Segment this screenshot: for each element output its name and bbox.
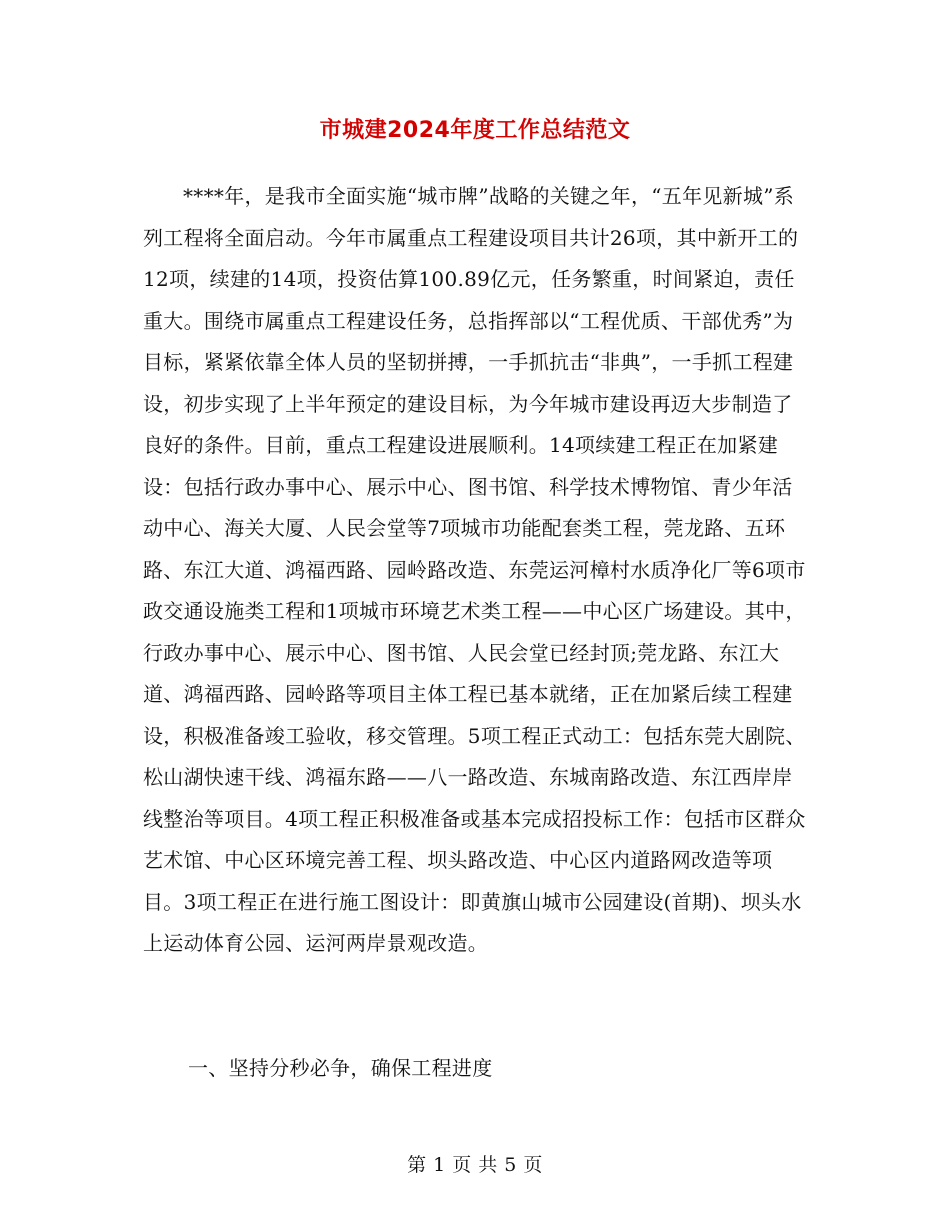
document-title: 市城建2024年度工作总结范文: [319, 118, 631, 143]
section-heading: 一、坚持分秒必争，确保工程进度: [188, 1056, 493, 1080]
body-paragraph: ****年，是我市全面实施“城市牌”战略的关键之年，“五年见新城”系列工程将全面启动。今年市属重点工程建设项目共计26项，其中新开工的12项，续建的14项，投资估算100.89亿元，任务繁重，时间紧迫，责任重大。围绕市属重点工程建设任务，总指挥部以“工程优质、干部优秀”为目标，紧紧依靠全体人员的坚韧拼搏，一手抓抗击“非典”，一手抓工程建设，初步实现了上半年预定的建设目标，为今年城市建设再迈大步制造了良好的条件。目前，重点工程建设进展顺利。14项续建工程正在加紧建设：包括行政办事中心、展示中心、图书馆、科学技术博物馆、青少年活动中心、海关大厦、人民会堂等7项城市功能配套类工程，莞龙路、五环路、东江大道、鸿福西路、园岭路改造、东莞运河樟村水质净化厂等6项市政交通设施类工程和1项城市环境艺术类工程——中心区广场建设。其中，行政办事中心、展示中心、图书馆、人民会堂已经封顶;莞龙路、东江大道、鸿福西路、园岭路等项目主体工程已基本就绪，正在加紧后续工程建设，积极准备竣工验收，移交管理。5项工程正式动工：包括东莞大剧院、松山湖快速干线、鸿福东路——八一路改造、东城南路改造、东江西岸岸线整治等项目。4项工程正积极准备或基本完成招投标工作：包括市区群众艺术馆、中心区环境完善工程、坝头路改造、中心区内道路网改造等项目。3项工程正在进行施工图设计：即黄旗山城市公园建设(首期)、坝头水上运动体育公园、运河两岸景观改造。: [143, 184, 806, 955]
document-body: [143, 176, 807, 965]
page-footer: 第 1 页 共 5 页: [407, 1154, 543, 1176]
